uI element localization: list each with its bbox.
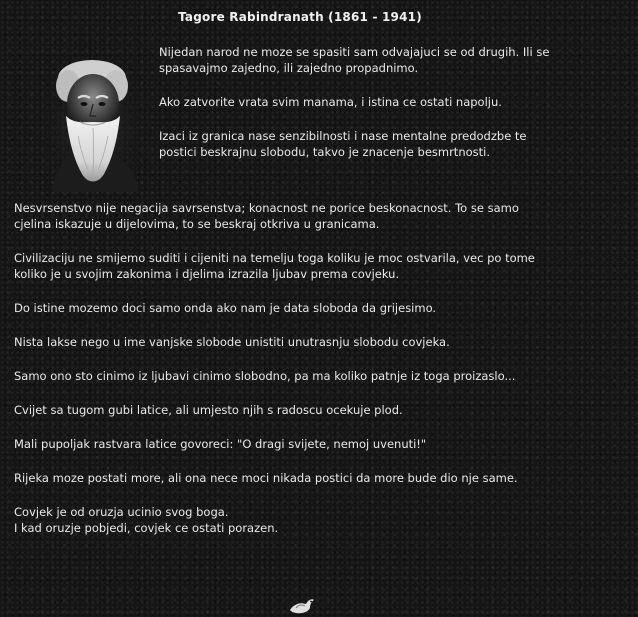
quote-paragraph bbox=[159, 128, 619, 160]
quote-paragraph bbox=[159, 44, 619, 76]
quote-paragraph bbox=[14, 504, 624, 536]
quote-line: Cvijet sa tugom gubi latice, ali umjesto njih s radoscu ocekuje plod. bbox=[14, 403, 403, 417]
quote-line: Nesvrsenstvo nije negacija savrsenstva; konacnost ne porice beskonacnost. To se samo bbox=[14, 201, 519, 215]
quote-line: Samo ono sto cinimo iz ljubavi cinimo slobodno, pa ma koliko patnje iz toga proizaslo... bbox=[14, 369, 516, 383]
quote-line: Izaci iz granica nase senzibilnosti i nase mentalne predodzbe te bbox=[159, 129, 527, 143]
quote-line: Do istine mozemo doci samo onda ako nam je data sloboda da grijesimo. bbox=[14, 301, 437, 315]
quote-line: koliko je u svojim zakonima i djelima izrazila ljubav prema covjeku. bbox=[14, 267, 400, 281]
quote-line: Covjek je od oruzja ucinio svog boga. bbox=[14, 505, 229, 519]
quote-line: postici beskrajnu slobodu, takvo je znacenje besmrtnosti. bbox=[159, 145, 490, 159]
quote-paragraph bbox=[159, 94, 619, 110]
quote-paragraph bbox=[14, 200, 624, 232]
quote-line: Ako zatvorite vrata svim manama, i istina ce ostati napolju. bbox=[159, 95, 502, 109]
quote-line: I kad oruzje pobjedi, covjek ce ostati porazen. bbox=[14, 521, 279, 535]
portrait-image bbox=[38, 56, 150, 192]
quote-paragraph bbox=[14, 300, 624, 316]
quote-paragraph bbox=[14, 250, 624, 282]
quote-paragraph bbox=[14, 402, 624, 418]
quote-paragraph bbox=[14, 334, 624, 350]
quote-line: Civilizaciju ne smijemo suditi i cijeniti na temelju toga koliku je moc ostvarila, vec po tome bbox=[14, 251, 535, 265]
intro-quotes bbox=[159, 44, 619, 178]
quote-paragraph bbox=[14, 470, 624, 486]
quote-line: cjelina iskazuje u dijelovima, to se beskraj otkriva u granicama. bbox=[14, 217, 380, 231]
page-title: Tagore Rabindranath (1861 - 1941) bbox=[178, 10, 422, 24]
quote-line: Rijeka moze postati more, ali ona nece moci nikada postici da more bude dio nje same. bbox=[14, 471, 518, 485]
quote-paragraph bbox=[14, 436, 624, 452]
quote-line: spasavajmo zajedno, ili zajedno propadnimo. bbox=[159, 61, 419, 75]
quote-line: Mali pupoljak rastvara latice govoreci: "O dragi svijete, nemoj uvenuti!" bbox=[14, 437, 427, 451]
quote-line: Nijedan narod ne moze se spasiti sam odvajajuci se od drugih. Ili se bbox=[159, 45, 550, 59]
quote-paragraph bbox=[14, 368, 624, 384]
quote-list bbox=[14, 200, 624, 554]
quote-line: Nista lakse nego u ime vanjske slobode unistiti unutrasnju slobodu covjeka. bbox=[14, 335, 450, 349]
bird-icon bbox=[286, 594, 316, 616]
